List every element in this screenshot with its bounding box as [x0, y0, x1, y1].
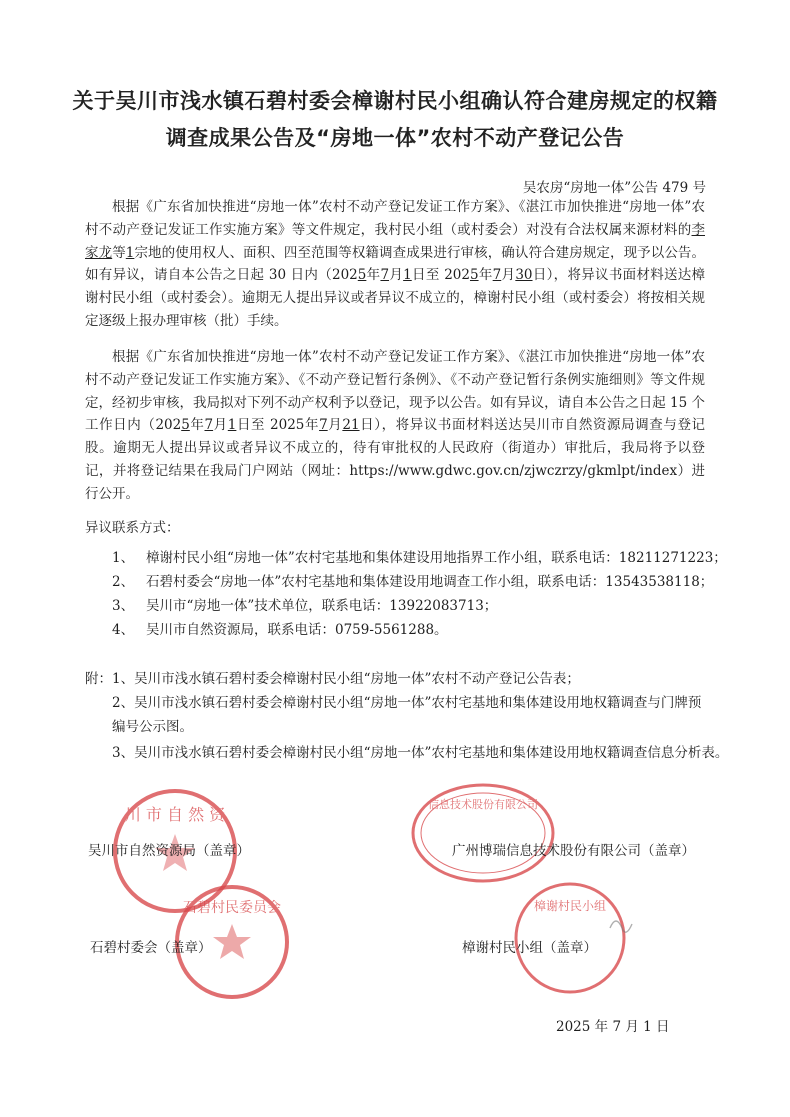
para1-text-h: 月 [501, 267, 516, 284]
paragraph-1 [85, 196, 705, 333]
para1-end-day: 30 [515, 267, 533, 284]
attachment-1: 附：1、吴川市浅水镇石碧村委会樟谢村民小组“房地一体”农村不动产登记公告表； [85, 671, 580, 687]
contact-text: 樟谢村民小组“房地一体”农村宅基地和集体建设用地指界工作小组，联系电话：18211271223； [146, 550, 727, 566]
para2-text-e: 年 [304, 417, 320, 434]
attachment-2: 2、吴川市浅水镇石碧村委会樟谢村民小组“房地一体”农村宅基地和集体建设用地权籍调查与门牌预编号公示图。 [112, 695, 702, 735]
contact-number: 3、 [112, 598, 135, 614]
para1-text-g: 年 [478, 267, 493, 284]
contact-number: 1、 [112, 550, 135, 566]
para2-end-day: 21 [342, 417, 360, 434]
para1-start-year: 5 [357, 267, 367, 284]
signature-natural-resources-bureau: 吴川市自然资源局（盖章） [88, 843, 250, 859]
contact-item [112, 618, 448, 638]
signature-guangzhou-borui: 广州博瑞信息技术股份有限公司（盖章） [452, 843, 695, 859]
document-number: 吴农房“房地一体”公告 479 号 [522, 180, 706, 196]
para1-end-month: 7 [492, 267, 502, 284]
para1-text-f: 日至 202 [411, 267, 470, 284]
contact-text: 吴川市“房地一体”技术单位，联系电话：13922083713； [146, 598, 498, 614]
title-line-2: 调查成果公告及“房地一体”农村不动产登记公告 [165, 126, 625, 150]
para2-start-year: 5 [181, 417, 190, 434]
contact-item [112, 570, 713, 590]
svg-text:樟谢村民小组: 樟谢村民小组 [533, 899, 607, 913]
para1-text-e: 月 [389, 267, 404, 284]
para1-text-a: 根据《广东省加快推进“房地一体”农村不动产登记发证工作方案》、《湛江市加快推进“房地一体”农村不动产登记发证工作实施方案》等文件规定，我村民小组（或村委会）对没有合法权属来源材料的 [85, 199, 705, 238]
para2-text-c: 月 [213, 417, 228, 434]
svg-text:石碧村民委员会: 石碧村民委员会 [183, 900, 281, 916]
attachment-3: 3、吴川市浅水镇石碧村委会樟谢村民小组“房地一体”农村宅基地和集体建设用地权籍调查信息分析表。 [112, 745, 729, 761]
para1-text-b: 等 [112, 244, 126, 261]
signature-shibi-village-committee: 石碧村委会（盖章） [90, 940, 212, 956]
paragraph-2 [85, 346, 705, 506]
para1-start-day: 1 [403, 267, 412, 284]
para2-text-g: 日），将异议书面材料送达吴川市自然资源局调查与登记股。逾期无人提出异议或者异议不成立的，待有审批权的人民政府（街道办）审批后，我局将予以登记，并将登记结果在我局门户网站（网址：https://www.gdwc.gov.cn/zjwczrzy/gkmlpt/index）进行公开。 [85, 417, 706, 502]
title-line-1: 关于吴川市浅水镇石碧村委会樟谢村民小组确认符合建房规定的权籍 [72, 89, 718, 113]
para1-end-year: 5 [469, 267, 479, 284]
svg-text:信息技术股份有限公司: 信息技术股份有限公司 [428, 798, 538, 811]
contact-number: 4、 [112, 622, 135, 638]
contact-text: 吴川市自然资源局，联系电话：0759-5561288。 [146, 622, 448, 638]
para1-text-d: 年 [366, 267, 381, 284]
guangzhou-borui-seal [408, 778, 558, 888]
para2-text-b: 年 [189, 417, 205, 434]
parcel-count: 1 [125, 244, 135, 261]
notice-date: 2025 年 7 月 1 日 [556, 1019, 670, 1035]
para1-start-month: 7 [380, 267, 390, 284]
para2-start-day: 1 [227, 417, 237, 434]
contact-text: 石碧村委会“房地一体”农村宅基地和集体建设用地调查工作小组，联系电话：13543538118； [146, 574, 714, 590]
para2-end-month: 7 [319, 417, 328, 434]
para1-text-i: 日），将异议书面材料送达樟谢村民小组（或村委会）。逾期无人提出异议或者异议不成立的，樟谢村民小组（或村委会）将按相关规定逐级上报办理审核（批）手续。 [85, 267, 706, 329]
para2-text-f: 月 [327, 417, 343, 434]
svg-text:川 市 自 然 资: 川 市 自 然 资 [124, 805, 226, 824]
para1-text-c: 宗地的使用权人、面积、四至范围等权籍调查成果进行审核，确认符合建房规定，现予以公告。如有异议，请自本公告之日起 30 日内（202 [85, 244, 706, 284]
contact-item [112, 546, 727, 566]
para2-text-a: 根据《广东省加快推进“房地一体”农村不动产登记发证工作方案》、《湛江市加快推进“房地一体”农村不动产登记发证工作实施方案》、《不动产登记暂行条例》、《不动产登记暂行条例实施细则》等文件规定，经初步审核，我局拟对下列不动产权利予以登记，现予以公告。如有异议，请自本公告之日起 15 个工作日内（202 [85, 349, 705, 434]
applicant-name: 李家龙 [85, 221, 705, 261]
contact-number: 2、 [112, 574, 135, 590]
para2-text-d: 日至 2025 [236, 417, 305, 434]
contact-item [112, 594, 497, 614]
para2-start-month: 7 [204, 417, 214, 434]
contacts-title: 异议联系方式： [85, 520, 180, 536]
signature-zhangxie-village-group: 樟谢村民小组（盖章） [462, 940, 597, 956]
